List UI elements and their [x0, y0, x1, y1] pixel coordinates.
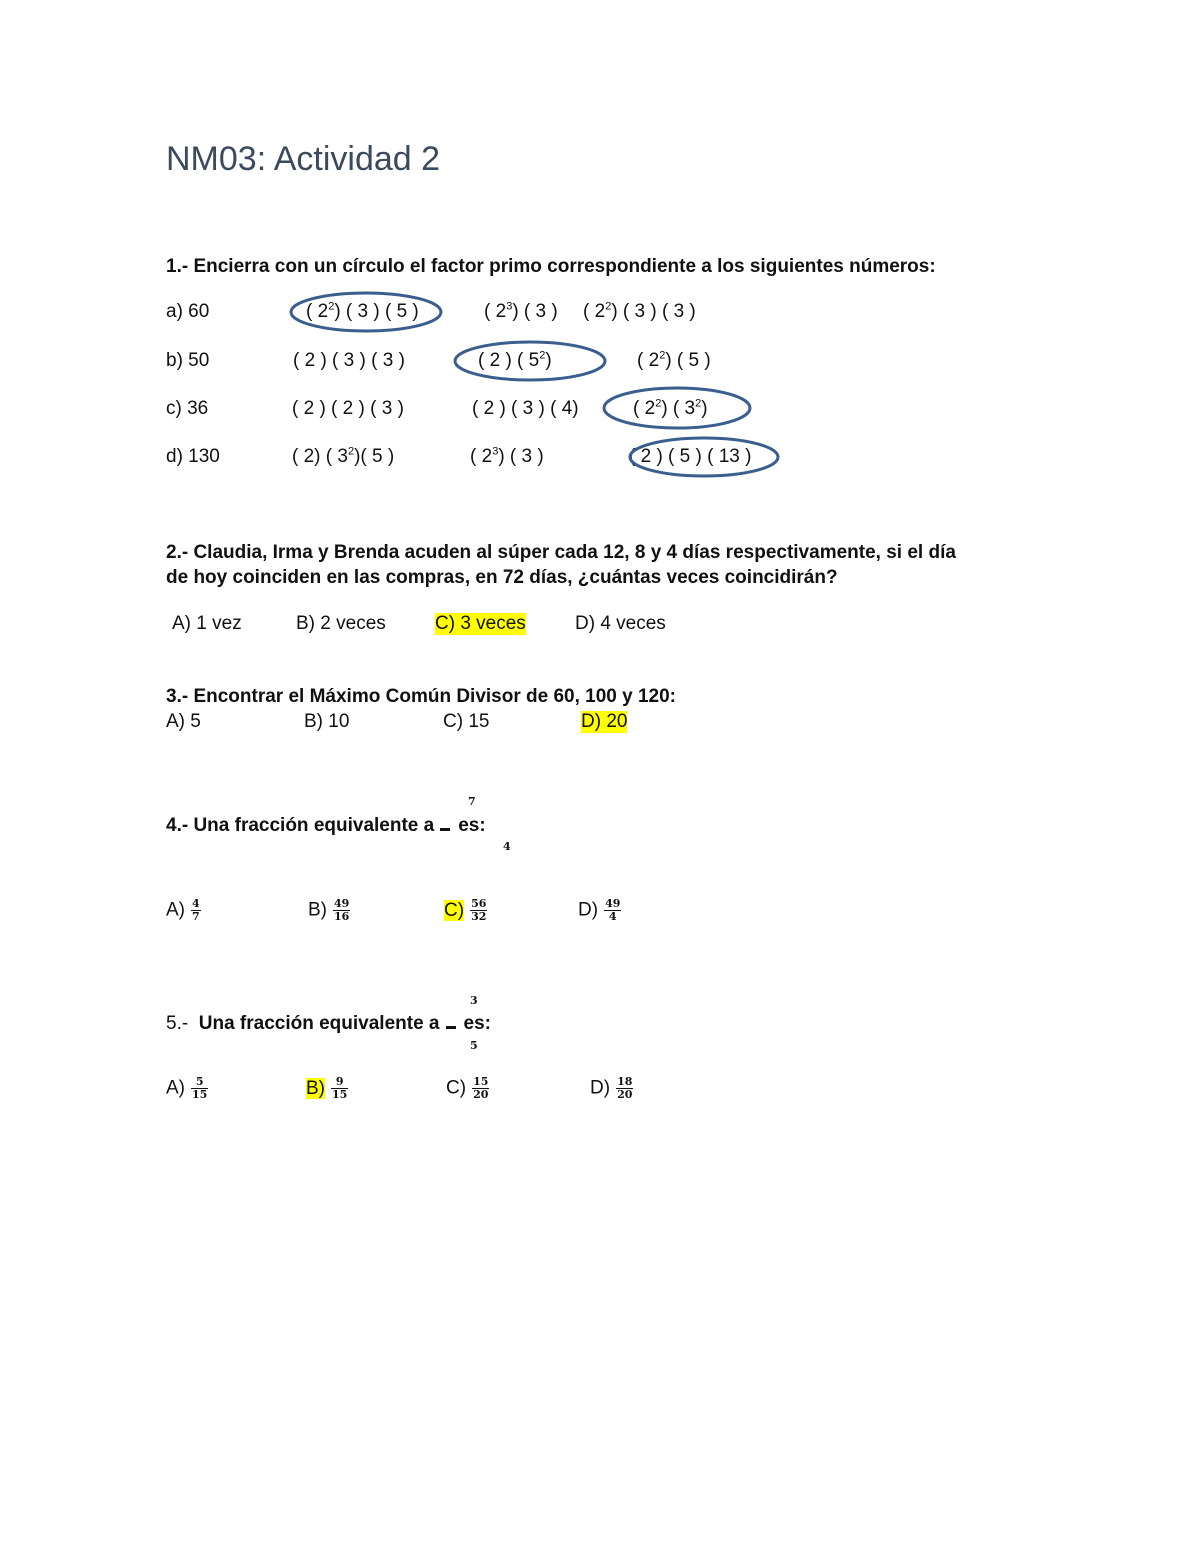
question-4-prompt: 4.- Una fracción equivalente a es:	[166, 815, 486, 836]
q1-row-a-option-3[interactable]: ( $2^2$) ( 3 ) ( 3 )	[583, 300, 696, 322]
q1-row-c-option-3[interactable]: ( $2^2$) ( $3^2$)	[633, 397, 708, 419]
circle-c	[604, 388, 750, 428]
q2-option-a[interactable]: A) 1 vez	[172, 613, 242, 634]
circle-b	[455, 342, 605, 380]
q5-fraction-numerator: 3	[470, 994, 478, 1007]
q1-row-a-option-1[interactable]: ( $2^2$) ( 3 ) ( 5 )	[306, 300, 419, 322]
q1-row-c-option-1[interactable]: ( 2 ) ( 2 ) ( 3 )	[292, 398, 404, 419]
circle-d	[630, 438, 778, 476]
q3-option-b[interactable]: B) 10	[304, 711, 350, 732]
q3-option-c[interactable]: C) 15	[443, 711, 490, 732]
q4-option-d[interactable]: D) $\frac{49}{4}$	[578, 897, 621, 924]
q3-option-d[interactable]: D) 20	[581, 711, 628, 732]
q4-fraction-bar	[440, 828, 450, 831]
q1-row-c-option-2[interactable]: ( 2 ) ( 3 ) ( 4)	[472, 398, 579, 419]
q5-option-b[interactable]: B) $\frac{9}{15}$	[306, 1075, 348, 1102]
q1-row-a-label: a) 60	[166, 301, 210, 322]
question-2-prompt-line1: 2.- Claudia, Irma y Brenda acuden al súper cada 12, 8 y 4 días respectivamente, si el día	[166, 542, 956, 563]
q2-option-c[interactable]: C) 3 veces	[435, 613, 526, 634]
q1-row-d-option-2[interactable]: ( $2^3$) ( 3 )	[470, 445, 544, 467]
q1-row-b-option-2[interactable]: ( 2 ) ( $5^2$)	[478, 349, 552, 371]
q1-row-d-option-3[interactable]: ( 2 ) ( 5 ) ( 13 )	[629, 446, 752, 467]
q1-row-c-label: c) 36	[166, 398, 209, 419]
q2-option-b[interactable]: B) 2 veces	[296, 613, 386, 634]
q1-row-d-label: d) 130	[166, 446, 220, 467]
q4-option-c[interactable]: C) $\frac{56}{32}$	[444, 897, 487, 924]
question-5-prompt: 5.- Una fracción equivalente a es:	[166, 1013, 491, 1034]
page-title: NM03: Actividad 2	[166, 140, 441, 178]
q2-option-d[interactable]: D) 4 veces	[575, 613, 666, 634]
answer-circles	[0, 0, 1200, 520]
q4-option-a[interactable]: A) $\frac{4}{7}$	[166, 897, 200, 924]
q1-row-a-option-2[interactable]: ( $2^3$) ( 3 )	[484, 300, 558, 322]
q4-fraction-numerator: 7	[468, 795, 476, 808]
question-2-prompt-line2: de hoy coinciden en las compras, en 72 días, ¿cuántas veces coincidirán?	[166, 567, 838, 588]
q5-fraction-denominator: 5	[470, 1039, 478, 1052]
q4-fraction-denominator: 4	[503, 840, 511, 853]
q5-option-c[interactable]: C) $\frac{15}{20}$	[446, 1075, 489, 1102]
q5-fraction-bar	[446, 1026, 456, 1029]
question-1-prompt: 1.- Encierra con un círculo el factor primo correspondiente a los siguientes números:	[166, 256, 936, 277]
question-3-prompt: 3.- Encontrar el Máximo Común Divisor de 60, 100 y 120:	[166, 686, 677, 707]
q5-option-d[interactable]: D) $\frac{18}{20}$	[590, 1075, 633, 1102]
q4-option-b[interactable]: B) $\frac{49}{16}$	[308, 897, 350, 924]
circle-a	[291, 293, 441, 331]
q1-row-d-option-1[interactable]: ( 2) ( $3^2$)( 5 )	[292, 445, 395, 467]
q5-option-a[interactable]: A) $\frac{5}{15}$	[166, 1075, 208, 1102]
q1-row-b-option-3[interactable]: ( $2^2$) ( 5 )	[637, 349, 711, 371]
q1-row-b-label: b) 50	[166, 350, 210, 371]
q3-option-a[interactable]: A) 5	[166, 711, 201, 732]
q1-row-b-option-1[interactable]: ( 2 ) ( 3 ) ( 3 )	[293, 350, 405, 371]
